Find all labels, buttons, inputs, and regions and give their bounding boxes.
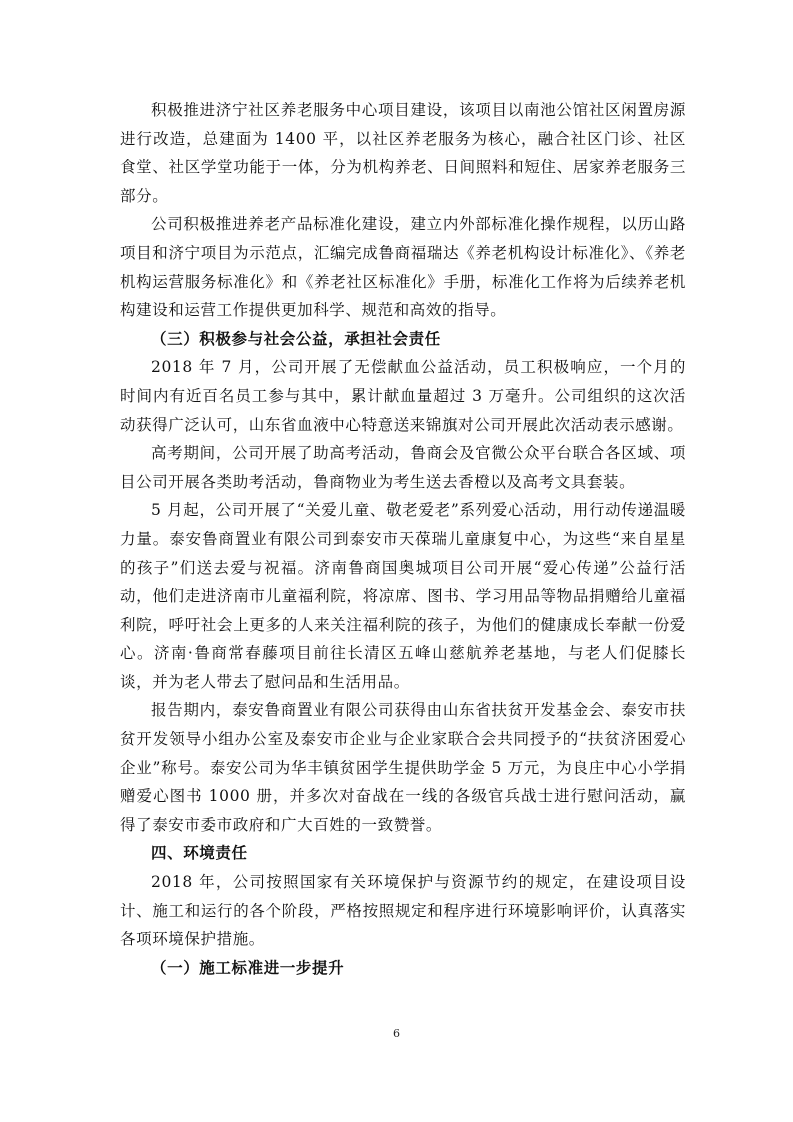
document-body <box>120 96 686 982</box>
paragraph-standardization: 公司积极推进养老产品标准化建设，建立内外部标准化操作规程，以历山路项目和济宁项目为示范点，汇编完成鲁商福瑞达《养老机构设计标准化》、《养老机构运营服务标准化》和《养老社区标准化》手册，标准化工作将为后续养老机构建设和运营工作提供更加科学、规范和高效的指导。 <box>120 215 686 320</box>
paragraph-environment-policy: 2018 年，公司按照国家有关环境保护与资源节约的规定，在建设项目设计、施工和运行的各个阶段，严格按照规定和程序进行环境影响评价，认真落实各项环境保护措施。 <box>120 873 686 949</box>
paragraph-poverty-alleviation: 报告期内，泰安鲁商置业有限公司获得由山东省扶贫开发基金会、泰安市扶贫开发领导小组办公室及泰安市企业与企业家联合会共同授予的“扶贫济困爱心企业”称号。泰安公司为华丰镇贫困学生提供助学金 5 万元，为良庄中心小学捐赠爱心图书 1000 册，并多次对奋战在一线的各级官兵战士进行慰问活动，赢得了泰安市委市政府和广大百姓的一致赞誉。 <box>120 701 686 834</box>
section-heading-construction-standards: （一）施工标准进一步提升 <box>151 958 345 977</box>
paragraph-exam-support: 高考期间，公司开展了助高考活动，鲁商会及官微公众平台联合各区域、项目公司开展各类助考活动，鲁商物业为考生送去香橙以及高考文具套装。 <box>120 444 686 491</box>
paragraph-elderly-center: 积极推进济宁社区养老服务中心项目建设，该项目以南池公馆社区闲置房源进行改造，总建面为 1400 平，以社区养老服务为核心，融合社区门诊、社区食堂、社区学堂功能于一体，分为机构养老、日间照料和短住、居家养老服务三部分。 <box>120 101 686 205</box>
paragraph-charity-activities: 5 月起，公司开展了“关爱儿童、敬老爱老”系列爱心活动，用行动传递温暖力量。泰安鲁商置业有限公司到泰安市天葆瑞儿童康复中心，为这些“来自星星的孩子”们送去爱与祝福。济南鲁商国奥城项目公司开展“爱心传递”公益行活动，他们走进济南市儿童福利院，将凉席、图书、学习用品等物品捐赠给儿童福利院，呼吁社会上更多的人来关注福利院的孩子，为他们的健康成长奉献一份爱心。济南·鲁商常春藤项目前往长清区五峰山慈航养老基地，与老人们促膝长谈，并为老人带去了慰问品和生活用品。 <box>120 501 686 691</box>
section-heading-environment: 四、环境责任 <box>151 844 248 863</box>
paragraph-blood-donation: 2018 年 7 月，公司开展了无偿献血公益活动，员工积极响应，一个月的时间内有近百名员工参与其中，累计献血量超过 3 万毫升。公司组织的这次活动获得广泛认可，山东省血液中心特意送来锦旗对公司开展此次活动表示感谢。 <box>120 358 686 434</box>
page-number: 6 <box>393 1027 400 1040</box>
section-heading-public-welfare: （三）积极参与社会公益，承担社会责任 <box>151 329 441 348</box>
